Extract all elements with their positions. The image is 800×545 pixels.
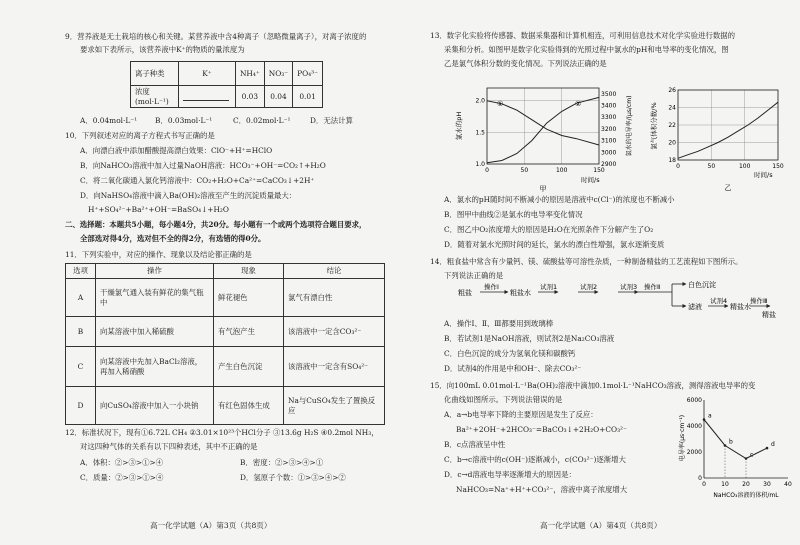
data-point	[766, 447, 769, 450]
q13-option-a: A．氯水的pH随时间不断减小的原因是溶液中c(Cl⁻)的浓度也不断减小	[444, 195, 675, 204]
section-2-instructions: 全部选对得4分，选对但不全的得2分，有选错的得0分。	[80, 234, 266, 243]
q15-stem-line2: 化曲线如图所示。下列说法错误的是	[444, 395, 563, 404]
series-line	[704, 420, 767, 459]
flow-step-op1: 操作Ⅰ	[484, 283, 499, 291]
y-tick-label: 20	[668, 139, 676, 147]
q15-option-a: A．a→b电导率下降的主要原因是发生了反应：	[444, 410, 598, 419]
table-cell: 向CuSO₄溶液中加入一小块钠	[96, 387, 214, 425]
table-cell: 0.04	[264, 86, 292, 108]
y2-axis-label: 氯水的电导率/(μs/cm)	[626, 95, 633, 157]
q14-option-c: C．白色沉淀的成分为氢氧化镁和碳酸钙	[444, 349, 576, 358]
point-label: c	[750, 451, 754, 459]
q13-stem-line3: 乙是氯气体积分数的变化情况。下列说法正确的是	[444, 59, 607, 68]
series-lines	[704, 420, 767, 459]
q15-option-a-equation: Ba²⁺+2OH⁻+2HCO₃⁻=BaCO₃↓+2H₂O+CO₃²⁻	[456, 425, 627, 434]
q12-stem-line1: 12．标准状况下，现有①6.72L CH₄ ②3.01×10²³个HCl分子 ③13.6g H₂S ④0.2mol NH₃，	[65, 428, 379, 437]
x-tick-labels	[702, 481, 792, 488]
table-cell: 向某溶液中先加入BaCl₂溶液，再加入稀硝酸	[96, 347, 214, 387]
q12-option-c: C．质量：②>③>①>④	[80, 473, 164, 482]
y-tick-label: 18	[668, 157, 676, 164]
table-cell: 0.01	[293, 86, 323, 108]
y-tick-label: 1.0	[475, 161, 485, 168]
conductivity-chart	[678, 396, 796, 500]
q10-option-d-equation: H⁺+SO₄²⁻+Ba²⁺+OH⁻=BaSO₄↓+H₂O	[88, 205, 229, 214]
q13-option-b: B．图甲中曲线②是氯水的电导率变化情况	[444, 210, 583, 219]
q10-option-a: A．向漂白液中添加醋酸提高漂白效果：ClO⁻+H⁺=HClO	[80, 146, 273, 155]
q15-option-d: D．c→d溶液电导率逐渐增大的原因是：	[444, 470, 576, 479]
x-tick-label: 30	[763, 481, 771, 488]
series-line	[487, 101, 599, 145]
y-tick-label: 1.5	[475, 129, 485, 137]
table-header-cell: 选项	[66, 264, 96, 279]
flow-node-refined-salt: 精盐	[762, 311, 776, 318]
y-tick-labels	[475, 98, 485, 168]
table-cell: Na与CuSO₄发生了置换反应	[284, 387, 385, 425]
q15-stem-line1: 15．向100mL 0.01mol·L⁻¹Ba(OH)₂溶液中滴加0.1mol·L⁻¹NaHCO₃溶液，测得溶液电导率的变	[430, 381, 756, 390]
flow-node-brine: 粗盐水	[510, 289, 531, 297]
table-row	[66, 347, 385, 387]
table-cell: B	[66, 317, 96, 347]
point-label: a	[708, 412, 712, 420]
x-axis-label: 时间/s	[581, 176, 600, 184]
series-lines	[487, 97, 599, 162]
chart-grid	[678, 90, 778, 160]
table-cell: 氯气有漂白性	[284, 279, 385, 317]
x-tick-label: 0	[676, 163, 680, 170]
table-cell: 浓度(mol·L⁻¹)	[131, 86, 179, 108]
x-tick-labels	[676, 163, 784, 170]
x-axis-label: 时间/s	[754, 171, 773, 179]
right-page	[400, 0, 800, 545]
q13-option-d: D．随着对氯水光照时间的延长，氯水的漂白性增强，氯水逐渐变质	[444, 240, 665, 249]
y-tick-label: 2.0	[475, 97, 485, 105]
y-axis-label: 电导率(μs·cm⁻¹)	[679, 414, 686, 462]
y-tick-label: 4000	[686, 423, 702, 430]
q14-option-d: D．试剂4的作用是中和OH⁻、除去CO₃²⁻	[444, 364, 582, 373]
y2-tick-label: 2900	[601, 161, 617, 168]
y-tick-label: 22	[668, 122, 676, 129]
table-cell: NH₄⁺	[235, 62, 264, 86]
q9-option-b: B．0.03mol·L⁻¹	[155, 116, 213, 125]
section-2-heading: 二、选择题：本题共5小题，每小题4分，共20分。每小题有一个或两个选项符合题目要求，	[65, 220, 367, 229]
y-tick-labels	[687, 397, 702, 482]
table-header-cell: 操作	[96, 264, 214, 279]
x-axis-label: NaHCO₃溶液的体积/mL	[713, 492, 779, 499]
table-cell: 干燥氯气通入装有鲜花的集气瓶中	[96, 279, 214, 317]
table-row	[66, 279, 385, 317]
q9-option-a: A．0.04mol·L⁻¹	[80, 116, 138, 125]
chart-jia	[455, 82, 635, 194]
q12-option-a: A．体积：②>③>①>④	[80, 458, 164, 467]
y2-tick-labels	[601, 91, 616, 168]
table-header-cell: 现象	[214, 264, 284, 279]
series-line	[678, 102, 778, 158]
y2-tick-label: 3400	[601, 102, 617, 110]
q9-stem-line1: 9．营养液是无土栽培的核心和关键。某营养液中含4种离子（忽略微量离子），对离子浓度的	[65, 32, 367, 41]
table-row	[66, 317, 385, 347]
flow-step-op3: 操作Ⅲ	[750, 297, 768, 305]
table-cell: 0.03	[235, 86, 264, 108]
y2-tick-label: 3100	[601, 137, 617, 145]
q14-option-b: B．若试剂1是NaOH溶液，则试剂2是Na₂CO₃溶液	[444, 334, 615, 343]
x-tick-label: 0	[485, 167, 489, 174]
q12-stem-line2: 对这四种气体的关系有以下四种表述，其中不正确的是	[80, 442, 258, 451]
chart-yi	[650, 86, 790, 194]
y2-tick-label: 3300	[601, 114, 617, 122]
q11-stem: 11．下列实验中，对应的操作、现象以及结论都正确的是	[65, 250, 252, 259]
q10-option-b: B．向NaHCO₃溶液中加入过量NaOH溶液：HCO₃⁻+OH⁻=CO₂↑+H₂O	[80, 161, 326, 170]
q9-concentration-table	[130, 61, 323, 108]
chart-title: 甲	[539, 185, 547, 193]
q12-option-b: B．密度：②>③>④>①	[240, 458, 324, 467]
table-header-row	[131, 62, 323, 86]
q9-option-d: D．无法计算	[310, 116, 353, 125]
y-axis-label: 氯气体积分数/%	[650, 102, 658, 150]
chart-title: 乙	[724, 184, 732, 192]
y2-tick-label: 3200	[601, 125, 617, 133]
table-header-row	[66, 264, 385, 279]
q14-process-flow	[458, 278, 778, 318]
page-footer-left: 高一化学试题（A）第3页（共8页）	[150, 521, 272, 530]
q13-stem-line1: 13．数字化实验将传感器、数据采集器和计算机相连，可利用信息技术对化学实验进行数据的	[430, 31, 736, 40]
x-tick-label: 0	[702, 481, 706, 488]
x-tick-label: 50	[707, 163, 716, 170]
table-cell: 有气泡产生	[214, 317, 284, 347]
x-tick-label: 20	[742, 481, 750, 488]
flow-step-reagent3: 试剂3	[620, 283, 638, 291]
x-tick-label: 40	[784, 481, 792, 488]
q10-stem: 10．下列叙述对应的离子方程式书写正确的是	[65, 131, 215, 140]
x-tick-label: 50	[520, 167, 529, 174]
q11-experiment-table	[65, 263, 385, 425]
flow-node-refined-brine: 精盐水	[730, 303, 751, 311]
y-axis-label: 氯水的pH	[455, 111, 463, 141]
point-label: b	[729, 438, 733, 446]
q15-option-d-equation: NaHCO₃=Na⁺+H⁺+CO₃²⁻，溶液中离子浓度增大	[456, 485, 628, 494]
q14-stem-line1: 14．粗食盐中常含有少量钙、镁、硫酸盐等可溶性杂质，一种制备精盐的工艺流程如下图所示。	[430, 257, 743, 266]
y-tick-label: 26	[668, 87, 676, 94]
page-footer-right: 高一化学试题（A）第4页（共8页）	[540, 521, 662, 530]
table-cell: PO₄³⁻	[293, 62, 323, 86]
table-cell: C	[66, 347, 96, 387]
q15-option-c: C．b→c溶液中的c(OH⁻)逐渐减小，c(CO₃²⁻)逐渐增大	[444, 455, 626, 464]
y-tick-label: 24	[668, 104, 676, 112]
q15-option-b: B．c点溶液呈中性	[444, 440, 506, 449]
x-tick-label: 10	[721, 481, 729, 488]
y-tick-label: 0	[698, 475, 702, 482]
y-tick-label: 2000	[686, 449, 702, 456]
table-cell: A	[66, 279, 96, 317]
series-lines	[678, 102, 778, 158]
y2-tick-label: 3500	[601, 90, 617, 98]
series-line	[487, 97, 599, 162]
x-tick-labels	[485, 167, 605, 174]
table-cell: D	[66, 387, 96, 425]
q10-option-d: D．向NaHSO₄溶液中滴入Ba(OH)₂溶液至产生的沉淀质量最大：	[80, 191, 297, 200]
table-cell: 离子种类	[131, 62, 179, 86]
q14-stem-line2: 下列说法正确的是	[444, 271, 504, 280]
q13-stem-line2: 采集和分析。如图甲是数字化实验得到的光照过程中氯水的pH和电导率的变化情况，图	[444, 45, 729, 54]
data-point	[703, 418, 706, 421]
q10-option-c: C．将二氧化碳通入氯化钙溶液中：CO₂+H₂O+Ca²⁺=CaCO₃↓+2H⁺	[80, 176, 315, 185]
q9-option-c: C．0.02mol·L⁻¹	[233, 116, 291, 125]
plot-frame	[487, 88, 599, 164]
series-label: ①	[497, 100, 504, 108]
table-row	[66, 387, 385, 425]
table-cell: 该溶液中一定含有SO₄²⁻	[284, 347, 385, 387]
flow-node-filtrate: 滤液	[688, 303, 702, 311]
x-tick-label: 100	[555, 167, 568, 174]
table-header-cell: 结论	[284, 264, 385, 279]
q13-option-c: C．图乙中O₂浓度增大的原因是H₂O在光照条件下分解产生了O₂	[444, 225, 654, 234]
point-label: d	[771, 441, 775, 449]
table-cell	[178, 86, 235, 108]
table-cell: 鲜花褪色	[214, 279, 284, 317]
table-cell: 该溶液中一定含CO₃²⁻	[284, 317, 385, 347]
point-labels	[703, 413, 775, 479]
flow-node-white-precipitate: 白色沉淀	[688, 281, 716, 289]
x-tick-label: 150	[772, 163, 784, 170]
table-cell: 有红色固体生成	[214, 387, 284, 425]
series-label: ②	[575, 100, 582, 108]
table-cell: NO₃⁻	[264, 62, 292, 86]
y-tick-label: 6000	[686, 397, 702, 404]
y2-tick-label: 3000	[601, 149, 617, 157]
table-row	[131, 86, 323, 108]
q9-stem-line2: 要求如下表所示，该营养液中K⁺的物质的量浓度为	[80, 45, 245, 54]
q12-option-d: D．氢原子个数：①>③>④>②	[240, 473, 346, 482]
flow-step-reagent2: 试剂2	[580, 283, 598, 291]
flow-step-op2: 操作Ⅱ	[644, 283, 661, 291]
table-cell: 向某溶液中加入稀硫酸	[96, 317, 214, 347]
flow-step-reagent4: 试剂4	[710, 297, 728, 305]
flow-node-crude-salt: 粗盐	[458, 289, 472, 297]
y-tick-labels	[668, 87, 676, 164]
table-cell: 产生白色沉淀	[214, 347, 284, 387]
flow-step-reagent1: 试剂1	[540, 283, 558, 291]
table-cell: K⁺	[178, 62, 235, 86]
q14-option-a: A．操作Ⅰ、Ⅱ、Ⅲ都要用到玻璃棒	[444, 319, 554, 328]
x-tick-label: 100	[738, 163, 751, 170]
x-tick-label: 150	[593, 167, 605, 174]
chart-grid	[487, 88, 599, 164]
